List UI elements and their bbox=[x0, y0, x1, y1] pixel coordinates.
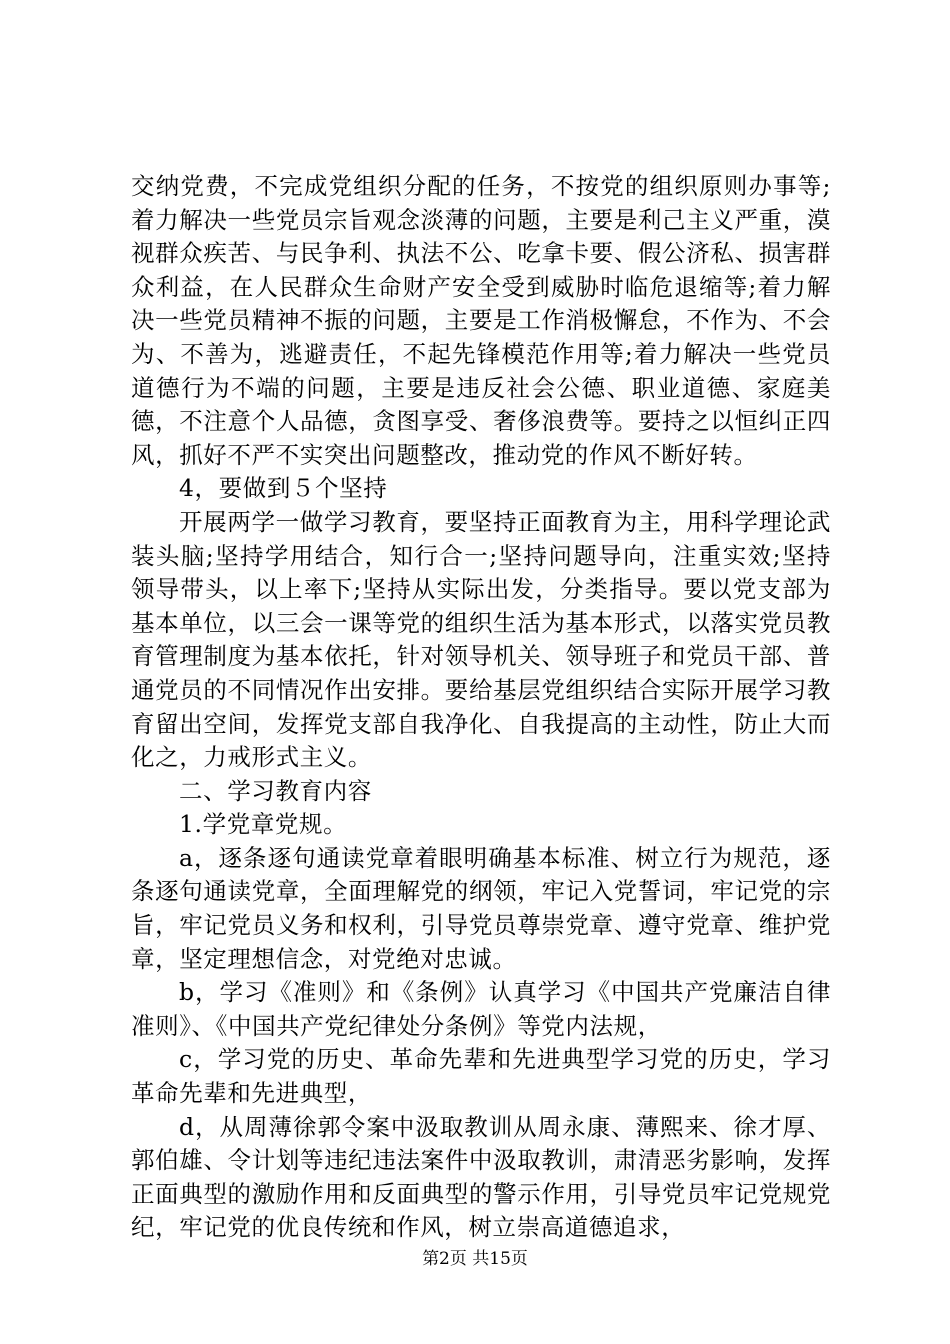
item-b-study-regulations: b，学习《准则》和《条例》认真学习《中国共产党廉洁自律准则》、《中国共产党纪律处分条例》等党内法规， bbox=[131, 978, 831, 1040]
item-a-read-constitution: a，逐条逐句通读党章着眼明确基本标准、树立行为规范，逐条逐句通读党章，全面理解党的纲领，牢记入党誓词，牢记党的宗旨，牢记党员义务和权利，引导党员尊崇党章、遵守党章、维护党章，坚定理想信念，对党绝对忠诚。 bbox=[131, 843, 831, 973]
subheading-party-constitution: 1.学党章党规。 bbox=[179, 810, 348, 839]
page-number-footer: 第2页 共15页 bbox=[422, 1249, 528, 1269]
item-d-learn-lessons: d，从周薄徐郭令案中汲取教训从周永康、薄熙来、徐才厚、郭伯雄、令计划等违纪违法案件中汲取教训，肃清恶劣影响，发挥正面典型的激励作用和反面典型的警示作用，引导党员牢记党规党纪，牢记党的优良传统和作风，树立崇高道德追求， bbox=[131, 1112, 831, 1242]
paragraph-five-persistences: 开展两学一做学习教育，要坚持正面教育为主，用科学理论武装头脑;坚持学用结合，知行合一;坚持问题导向，注重实效;坚持领导带头，以上率下;坚持从实际出发，分类指导。要以党支部为基本单位，以三会一课等党的组织生活为基本形式，以落实党员教育管理制度为基本依托，针对领导机关、领导班子和党员干部、普通党员的不同情况作出安排。要给基层党组织结合实际开展学习教育留出空间，发挥党支部自我净化、自我提高的主动性，防止大而化之，力戒形式主义。 bbox=[131, 507, 831, 772]
document-body bbox=[131, 170, 831, 1245]
paragraph-party-style-issues: 交纳党费，不完成党组织分配的任务，不按党的组织原则办事等;着力解决一些党员宗旨观念淡薄的问题，主要是利己主义严重，漠视群众疾苦、与民争利、执法不公、吃拿卡要、假公济私、损害群众利益，在人民群众生命财产安全受到威胁时临危退缩等;着力解决一些党员精神不振的问题，主要是工作消极懈怠，不作为、不会为、不善为，逃避责任，不起先锋模范作用等;着力解决一些党员道德行为不端的问题，主要是违反社会公德、职业道德、家庭美德，不注意个人品德，贪图享受、奢侈浪费等。要持之以恒纠正四风，抓好不严不实突出问题整改，推动党的作风不断好转。 bbox=[131, 172, 831, 469]
section-heading-learning-content: 二、学习教育内容 bbox=[179, 776, 372, 805]
heading-five-persistences: 4，要做到５个坚持 bbox=[179, 474, 388, 503]
item-c-study-history: c，学习党的历史、革命先辈和先进典型学习党的历史，学习革命先辈和先进典型， bbox=[131, 1045, 831, 1108]
